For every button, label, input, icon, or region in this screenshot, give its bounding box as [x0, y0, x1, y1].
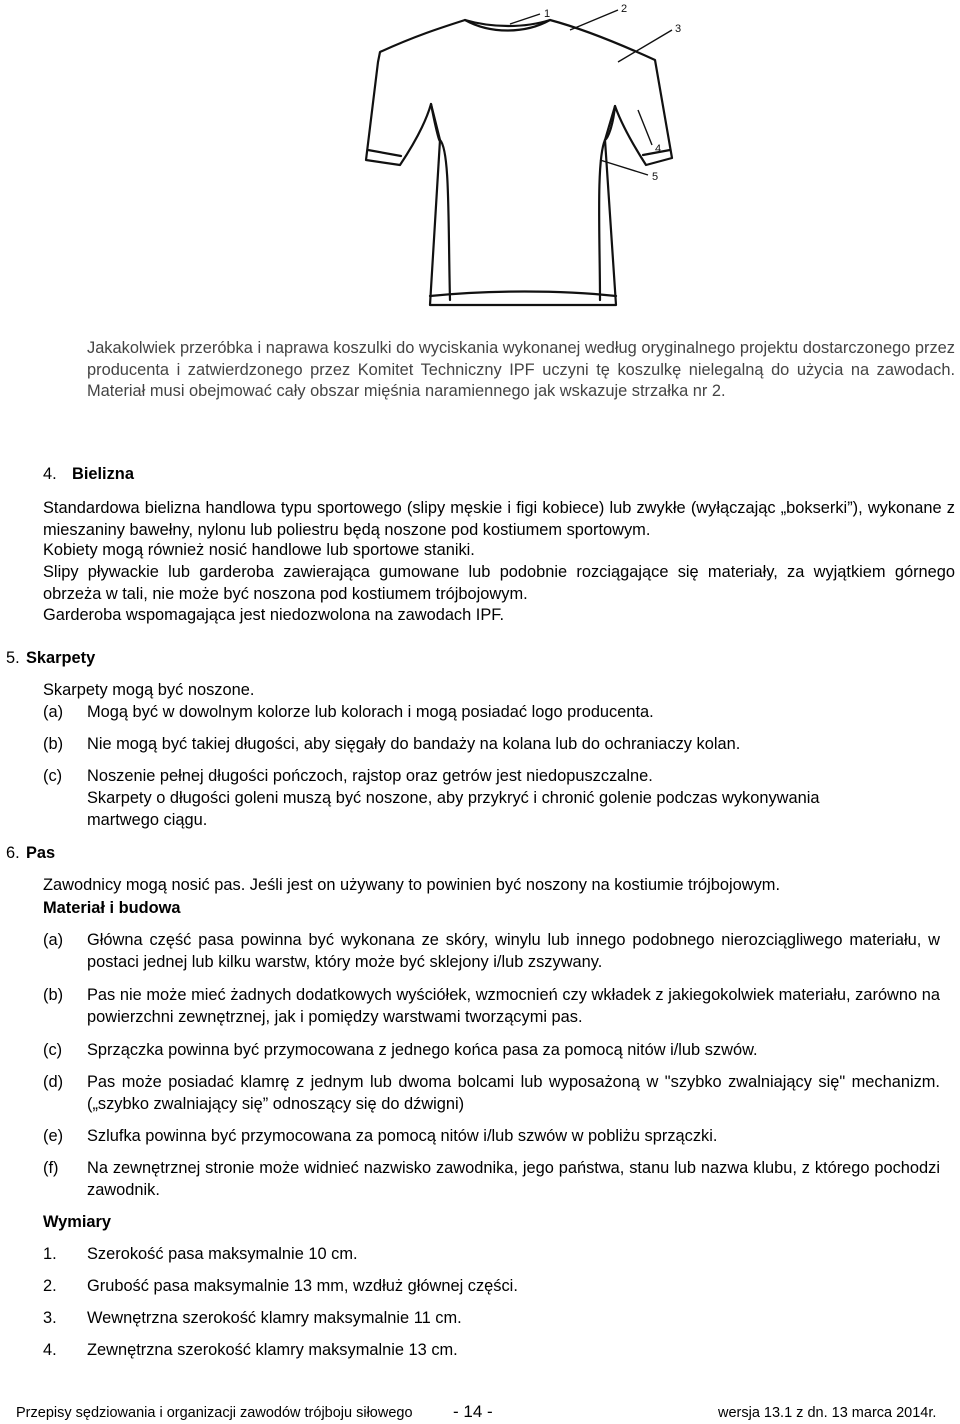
section5-item-c: Noszenie pełnej długości pończoch, rajstop oraz getrów jest niedopuszczalne. — [87, 767, 653, 785]
section6-item-c-label: (c) — [43, 1041, 63, 1059]
dimension-4: Zewnętrzna szerokość klamry maksymalnie 13 cm. — [87, 1341, 458, 1359]
callout-2: 2 — [621, 3, 628, 15]
shirt-diagram — [300, 0, 690, 310]
section5-number: 5. — [6, 649, 20, 667]
section6-item-d-label: (d) — [43, 1073, 64, 1091]
footer-version: wersja 13.1 z dn. 13 marca 2014r. — [718, 1405, 937, 1421]
dimension-1: Szerokość pasa maksymalnie 10 cm. — [87, 1245, 358, 1263]
section6-item-a-label: (a) — [43, 931, 64, 949]
section6-item-e-label: (e) — [43, 1127, 64, 1145]
callout-3: 3 — [675, 23, 682, 35]
section6-item-c: Sprzączka powinna być przymocowana z jednego końca pasa za pomocą nitów i/lub szwów. — [87, 1041, 758, 1059]
section5-item-c-continuation: Skarpety o długości goleni muszą być noszone, aby przykryć i chronić golenie podczas wykonywania martwego ciągu. — [87, 789, 820, 829]
section4-paragraph-4: Garderoba wspomagająca jest niedozwolona na zawodach IPF. — [43, 606, 505, 624]
section6-item-f-label: (f) — [43, 1159, 59, 1177]
footer-title: Przepisy sędziowania i organizacji zawodów trójboju siłowego — [16, 1405, 413, 1421]
section5-item-b-label: (b) — [43, 735, 64, 753]
dimension-2-label: 2. — [43, 1277, 57, 1295]
section4-paragraph-2: Kobiety mogą również nosić handlowe lub sportowe staniki. — [43, 541, 475, 559]
dimension-3-label: 3. — [43, 1309, 57, 1327]
section5-item-a-label: (a) — [43, 703, 64, 721]
callout-4: 4 — [655, 143, 662, 155]
section4-number: 4. — [43, 465, 57, 483]
section6-item-b: Pas nie może mieć żadnych dodatkowych wyściółek, wzmocnień czy wkładek z jakiegokolwiek materiału, zarówno na powierzchni zewnętrznej, jak i pomiędzy warstwami tworzącymi pas. — [87, 986, 940, 1026]
intro-paragraph: Jakakolwiek przeróbka i naprawa koszulki do wyciskania wykonanej według oryginalnego projektu dostarczonego przez producenta i zatwierdzonego przez Komitet Techniczny IPF uczyni tę koszulkę nielegalną do użycia na zawodach. Materiał musi obejmować cały obszar mięśnia naramiennego jak wskazuje strzałka nr 2. — [87, 339, 955, 401]
dimensions-heading: Wymiary — [43, 1213, 112, 1231]
section6-item-d: Pas może posiadać klamrę z jednym lub dwoma bolcami lub wyposażoną w "szybko zwalniający się" mechanizm. („szybko zwalniający się” odnoszący się do dźwigni) — [87, 1073, 940, 1113]
dimension-1-label: 1. — [43, 1245, 57, 1263]
footer-page-number: - 14 - — [453, 1402, 493, 1421]
section5-item-c-label: (c) — [43, 767, 63, 785]
section6-title: Pas — [26, 844, 56, 862]
dimension-3: Wewnętrzna szerokość klamry maksymalnie 11 cm. — [87, 1309, 462, 1327]
callout-5: 5 — [652, 171, 659, 183]
section6-item-f: Na zewnętrznej stronie może widnieć nazwisko zawodnika, jego państwa, stanu lub nazwa klubu, z którego pochodzi zawodnik. — [87, 1159, 940, 1199]
section4-title: Bielizna — [72, 465, 134, 483]
section6-intro: Zawodnicy mogą nosić pas. Jeśli jest on używany to powinien być noszony na kostiumie trójbojowym. — [43, 876, 781, 894]
dimension-4-label: 4. — [43, 1341, 57, 1359]
section4-paragraph-1: Standardowa bielizna handlowa typu sportowego (slipy męskie i figi kobiece) lub zwykłe (wyłączając „bokserki”), wykonane z mieszaniny bawełny, nylonu lub poliestru będą noszone pod kostiumem sportowym. — [43, 499, 955, 539]
section6-number: 6. — [6, 844, 20, 862]
section5-title: Skarpety — [26, 649, 96, 667]
section6-subheading: Materiał i budowa — [43, 899, 181, 917]
callout-1: 1 — [544, 8, 551, 20]
section6-item-a: Główna część pasa powinna być wykonana ze skóry, winylu lub innego podobnego nierozciągliwego materiału, w postaci jednej lub kilku warstw, który może być sklejony i/lub zszywany. — [87, 931, 940, 971]
section6-item-e: Szlufka powinna być przymocowana za pomocą nitów i/lub szwów w pobliżu sprzączki. — [87, 1127, 718, 1145]
section5-item-b: Nie mogą być takiej długości, aby sięgały do bandaży na kolana lub do ochraniaczy kolan. — [87, 735, 741, 753]
section5-item-a: Mogą być w dowolnym kolorze lub kolorach i mogą posiadać logo producenta. — [87, 703, 654, 721]
dimension-2: Grubość pasa maksymalnie 13 mm, wzdłuż głównej części. — [87, 1277, 518, 1295]
section5-intro: Skarpety mogą być noszone. — [43, 681, 255, 699]
section6-item-b-label: (b) — [43, 986, 64, 1004]
section4-paragraph-3: Slipy pływackie lub garderoba zawierająca gumowane lub podobnie rozciągające się materiały, za wyjątkiem górnego obrzeża w tali, nie może być noszona pod kostiumem trójbojowym. — [43, 563, 955, 603]
